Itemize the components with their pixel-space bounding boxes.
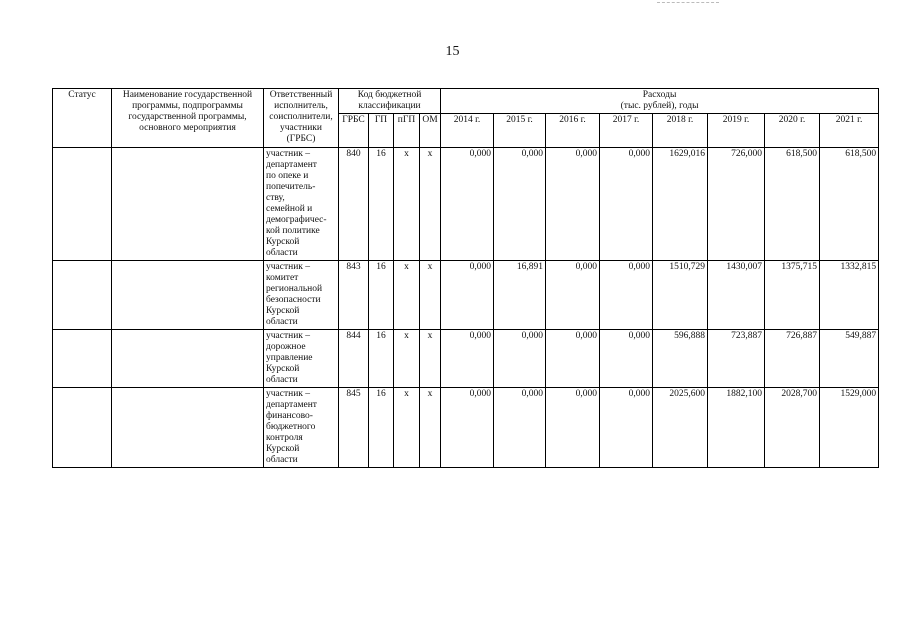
header-code-col: ГРБС [339, 114, 369, 148]
name-cell [112, 148, 264, 261]
executor-line: области [266, 317, 298, 327]
name-cell [112, 388, 264, 468]
status-cell [53, 330, 112, 388]
value-cell: 1529,000 [820, 388, 879, 468]
executor-cell [264, 330, 339, 388]
executor-line: департамент [266, 400, 317, 410]
executor-line: кой политике [266, 226, 320, 236]
code-cell: 16 [369, 388, 394, 468]
code-cell: х [420, 261, 441, 330]
status-cell [53, 261, 112, 330]
code-cell: х [420, 148, 441, 261]
code-cell: х [394, 148, 420, 261]
header-budget-code: Код бюджетной классификации [339, 89, 441, 114]
code-cell: 16 [369, 148, 394, 261]
value-cell: 0,000 [494, 148, 546, 261]
status-cell [53, 148, 112, 261]
value-cell: 1332,815 [820, 261, 879, 330]
header-year: 2017 г. [600, 114, 653, 148]
executor-line: бюджетного [266, 422, 316, 432]
code-cell: х [394, 330, 420, 388]
executor-line: семейной и [266, 204, 313, 214]
code-cell: 845 [339, 388, 369, 468]
executor-line: финансово- [266, 411, 313, 421]
code-cell: х [420, 388, 441, 468]
executor-line: управление [266, 353, 313, 363]
table-row [53, 330, 879, 388]
executor-line: Курской [266, 306, 300, 316]
executor-line: дорожное [266, 342, 306, 352]
header-year: 2014 г. [441, 114, 494, 148]
value-cell: 0,000 [546, 261, 600, 330]
value-cell: 0,000 [441, 388, 494, 468]
value-cell: 0,000 [600, 388, 653, 468]
value-cell: 0,000 [441, 330, 494, 388]
value-cell: 0,000 [600, 261, 653, 330]
executor-line: ству, [266, 193, 285, 203]
header-code-col: ГП [369, 114, 394, 148]
value-cell: 1510,729 [653, 261, 708, 330]
value-cell: 16,891 [494, 261, 546, 330]
executor-line: департамент [266, 160, 317, 170]
executor-line: участник – [266, 331, 311, 341]
header-year: 2020 г. [765, 114, 820, 148]
value-cell: 549,887 [820, 330, 879, 388]
header-code-col: пГП [394, 114, 420, 148]
value-cell: 723,887 [708, 330, 765, 388]
name-cell [112, 261, 264, 330]
header-year: 2016 г. [546, 114, 600, 148]
value-cell: 0,000 [441, 148, 494, 261]
executor-cell [264, 388, 339, 468]
value-cell: 726,887 [765, 330, 820, 388]
value-cell: 596,888 [653, 330, 708, 388]
header-year: 2018 г. [653, 114, 708, 148]
header-status: Статус [53, 89, 112, 148]
value-cell: 2025,600 [653, 388, 708, 468]
executor-cell [264, 148, 339, 261]
value-cell: 0,000 [494, 330, 546, 388]
value-cell: 1629,016 [653, 148, 708, 261]
executor-line: области [266, 455, 298, 465]
value-cell: 1430,007 [708, 261, 765, 330]
table-row [53, 261, 879, 330]
executor-line: по опеке и [266, 171, 309, 181]
header-name: Наименование государственной программы, подпрограммы государственной программы, основного мероприятия [112, 89, 264, 148]
value-cell: 1882,100 [708, 388, 765, 468]
value-cell: 0,000 [546, 330, 600, 388]
page-number: 15 [445, 44, 460, 59]
header-year: 2021 г. [820, 114, 879, 148]
value-cell: 0,000 [494, 388, 546, 468]
header-year: 2019 г. [708, 114, 765, 148]
executor-line: демографичес- [266, 215, 327, 225]
executor-line: попечитель- [266, 182, 316, 192]
value-cell: 0,000 [600, 148, 653, 261]
header-expenses [441, 89, 879, 114]
header-code-col: ОМ [420, 114, 441, 148]
name-cell [112, 330, 264, 388]
value-cell: 0,000 [546, 388, 600, 468]
executor-line: Курской [266, 237, 300, 247]
code-cell: 16 [369, 261, 394, 330]
executor-line: области [266, 375, 298, 385]
executor-line: Курской [266, 364, 300, 374]
budget-table [52, 88, 879, 468]
value-cell: 618,500 [765, 148, 820, 261]
code-cell: 16 [369, 330, 394, 388]
code-cell: х [394, 388, 420, 468]
executor-line: области [266, 248, 298, 258]
executor-line: участник – [266, 149, 311, 159]
scan-artifact [657, 2, 719, 5]
status-cell [53, 388, 112, 468]
code-cell: 844 [339, 330, 369, 388]
value-cell: 1375,715 [765, 261, 820, 330]
value-cell: 618,500 [820, 148, 879, 261]
value-cell: 726,000 [708, 148, 765, 261]
code-cell: х [420, 330, 441, 388]
header-expenses-line1: Расходы [642, 90, 677, 100]
executor-line: Курской [266, 444, 300, 454]
table-row [53, 148, 879, 261]
executor-cell [264, 261, 339, 330]
value-cell: 0,000 [546, 148, 600, 261]
code-cell: 843 [339, 261, 369, 330]
executor-line: региональной [266, 284, 323, 294]
value-cell: 0,000 [441, 261, 494, 330]
code-cell: х [394, 261, 420, 330]
header-year: 2015 г. [494, 114, 546, 148]
value-cell: 0,000 [600, 330, 653, 388]
executor-line: комитет [266, 273, 299, 283]
header-expenses-line2: (тыс. рублей), годы [620, 101, 699, 111]
code-cell: 840 [339, 148, 369, 261]
header-executor: Ответственный исполнитель, соисполнители, участники (ГРБС) [264, 89, 339, 148]
value-cell: 2028,700 [765, 388, 820, 468]
executor-line: участник – [266, 389, 311, 399]
executor-line: контроля [266, 433, 303, 443]
table-row [53, 388, 879, 468]
executor-line: безопасности [266, 295, 321, 305]
executor-line: участник – [266, 262, 311, 272]
